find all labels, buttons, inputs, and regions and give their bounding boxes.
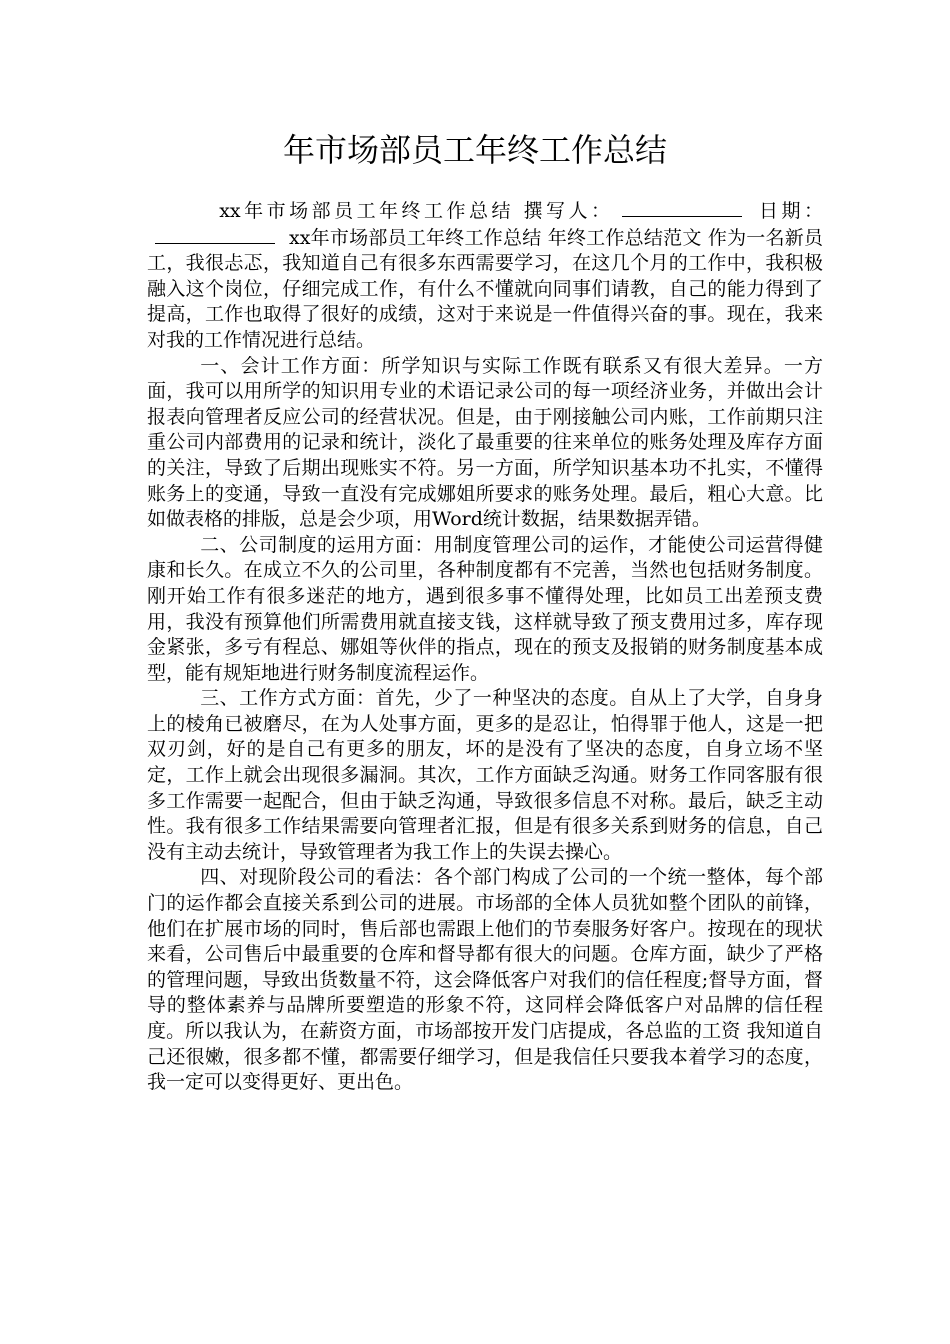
section-company-view-paragraph: 四、对现阶段公司的看法：各个部门构成了公司的一个统一整体，每个部门的运作都会直接关系到公司的进展。市场部的全体人员犹如整个团队的前锋，他们在扩展市场的同时，售后部也需跟上他们的节奏服务好客户。按现在的现状来看，公司售后中最重要的仓库和督导都有很大的问题。仓库方面，缺少了严格的管理问题，导致出货数量不符，这会降低客户对我们的信任程度;督导方面，督导的整体素养与品牌所要塑造的形象不符，这同样会降低客户对品牌的信任程度。所以我认为，在薪资方面，市场部按开发门店提成，各总监的工资 我知道自己还很嫩，很多都不懂，都需要仔细学习，但是我信任只要我本着学习的态度，我一定可以变得更好、更出色。 — [147, 866, 823, 1094]
section-work-method-paragraph: 三、工作方式方面：首先，少了一种坚决的态度。自从上了大学，自身身上的棱角已被磨尽，在为人处事方面，更多的是忍让，怕得罪于他人，这是一把双刃剑，好的是自己有更多的朋友，坏的是没有了坚决的态度，自身立场不坚定，工作上就会出现很多漏洞。其次，工作方面缺乏沟通。财务工作同客服有很多工作需要一起配合，但由于缺乏沟通，导致很多信息不对称。最后，缺乏主动性。我有很多工作结果需要向管理者汇报，但是有很多关系到财务的信息，自己没有主动去统计，导致管理者为我工作上的失误去操心。 — [147, 687, 823, 863]
intro-text-author: xx年市场部员工年终工作总结 撰写人： — [219, 200, 614, 222]
document-body — [147, 198, 823, 1096]
section-company-system-paragraph: 二、公司制度的运用方面：用制度管理公司的运作，才能使公司运营得健康和长久。在成立不久的公司里，各种制度都有不完善，当然也包括财务制度。刚开始工作有很多迷茫的地方，遇到很多事不懂得处理，比如员工出差预支费用，我没有预算他们所需费用就直接支钱，这样就导致了预支费用过多，库存现金紧张，多亏有程总、娜姐等伙伴的指点，现在的预支及报销的财务制度基本成型，能有规矩地进行财务制度流程运作。 — [147, 533, 823, 684]
intro-text-date: 日期： — [755, 200, 823, 222]
document-title: 年市场部员工年终工作总结 — [282, 131, 667, 169]
intro-text-body: xx年市场部员工年终工作总结 年终工作总结范文 作为一名新员工，我很忐忑，我知道自己有很多东西需要学习，在这几个月的工作中，我积极融入这个岗位，仔细完成工作，有什么不懂就向同事们请教，自己的能力得到了提高，工作也取得了很好的成绩，这对于来说是一件值得兴奋的事。现在，我来对我的工作情况进行总结。 — [147, 226, 823, 351]
intro-paragraph — [147, 198, 823, 354]
author-blank-line — [622, 198, 742, 217]
date-blank-line — [155, 225, 275, 244]
section-accounting-paragraph: 一、会计工作方面：所学知识与实际工作既有联系又有很大差异。一方面，我可以用所学的知识用专业的术语记录公司的每一项经济业务，并做出会计报表向管理者反应公司的经营状况。但是，由于刚接触公司内账，工作前期只注重公司内部费用的记录和统计，淡化了最重要的往来单位的账务处理及库存方面的关注，导致了后期出现账实不符。另一方面，所学知识基本功不扎实，不懂得账务上的变通，导致一直没有完成娜姐所要求的账务处理。最后，粗心大意。比如做表格的排版，总是会少项，用Word统计数据，结果数据弄错。 — [147, 354, 823, 531]
